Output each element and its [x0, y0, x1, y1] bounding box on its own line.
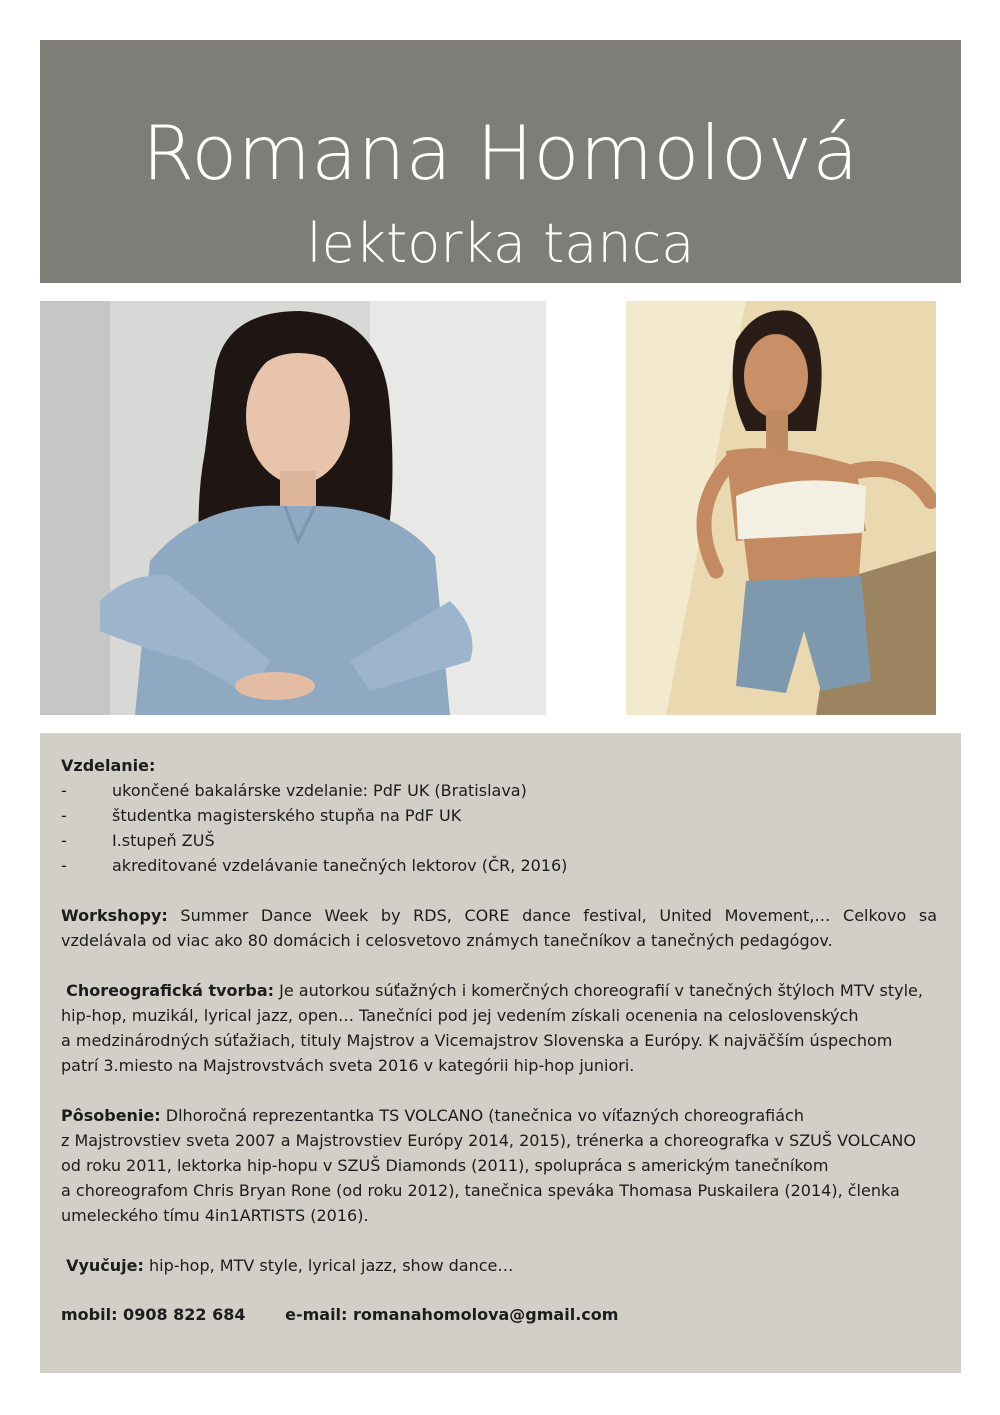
info-content [61, 753, 937, 1327]
info-panel [40, 733, 961, 1373]
phone-number: mobil: 0908 822 684 [61, 1305, 246, 1324]
contact-line [61, 1302, 937, 1327]
education-list [61, 778, 937, 878]
choreography-line: patrí 3.miesto na Majstrovstvách sveta 2016 v kategórii hip-hop juniori. [61, 1056, 635, 1075]
experience-section [61, 1103, 937, 1228]
experience-line: a choreografom Chris Bryan Rone (od roku 2012), tanečnica speváka Thomasa Puskailera (2014), členka [61, 1181, 900, 1200]
experience-line: od roku 2011, lektorka hip-hopu v SZUŠ Diamonds (2011), spolupráca s americkým tanečníkom [61, 1156, 829, 1175]
experience-heading: Pôsobenie: [61, 1106, 161, 1125]
portrait-photo-dance [626, 301, 936, 715]
experience-line: umeleckého tímu 4in1ARTISTS (2016). [61, 1206, 369, 1225]
portrait-photo-denim-image [40, 301, 546, 715]
choreography-heading: Choreografická tvorba: [66, 981, 275, 1000]
workshops-text: Summer Dance Week by RDS, CORE dance festival, United Movement,… Celkovo sa vzdelávala od viac ako 80 domácich i celosvetovo známych tanečníkov a tanečných pedagógov. [61, 906, 937, 950]
list-item: - I.stupeň ZUŠ [61, 831, 215, 850]
list-item: - akreditované vzdelávanie tanečných lektorov (ČR, 2016) [61, 856, 568, 875]
portrait-photo-denim [40, 301, 546, 715]
experience-line: z Majstrovstiev sveta 2007 a Majstrovstiev Európy 2014, 2015), trénerka a choreografka v SZUŠ VOLCANO [61, 1131, 916, 1150]
page-title: Romana Homolová [142, 109, 859, 197]
choreography-line: hip-hop, muzikál, lyrical jazz, open… Tanečníci pod jej vedením získali ocenenia na celoslovenských [61, 1006, 859, 1025]
teaches-heading: Vyučuje: [66, 1256, 144, 1275]
workshops-heading: Workshopy: [61, 906, 168, 925]
experience-line: Dlhoročná reprezentantka TS VOLCANO (tanečnica vo víťazných choreografiách [165, 1106, 804, 1125]
teaches-section [61, 1253, 937, 1278]
teaches-text: hip-hop, MTV style, lyrical jazz, show dance… [149, 1256, 514, 1275]
choreography-line: Je autorkou súťažných i komerčných choreografií v tanečných štýloch MTV style, [279, 981, 923, 1000]
workshops-section [61, 903, 937, 953]
list-item: - ukončené bakalárske vzdelanie: PdF UK (Bratislava) [61, 781, 527, 800]
choreography-line: a medzinárodných súťažiach, tituly Majstrov a Vicemajstrov Slovenska a Európy. K najväčším úspechom [61, 1031, 893, 1050]
choreography-section [61, 978, 937, 1078]
education-heading: Vzdelanie: [61, 756, 156, 775]
list-item: - študentka magisterského stupňa na PdF UK [61, 806, 462, 825]
page-subtitle: lektorka tanca [306, 212, 695, 275]
email-address: e-mail: romanahomolova@gmail.com [285, 1305, 619, 1324]
header-banner [40, 40, 961, 283]
portrait-photo-dance-image [626, 301, 936, 715]
